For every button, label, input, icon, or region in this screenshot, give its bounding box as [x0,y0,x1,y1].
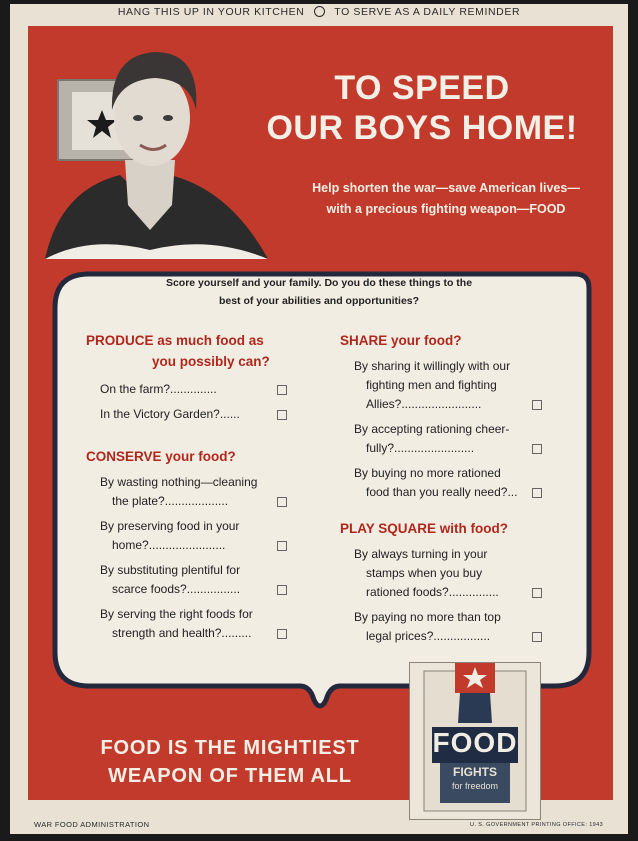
conserve-item-3-line-1: By substituting plentiful for [100,563,241,577]
share-item-1-line-2: fighting men and fighting [366,378,497,392]
share-heading [340,330,550,351]
play-square-item-1-line-2: stamps when you buy [366,566,483,580]
subheadline [296,178,596,220]
share-heading-rest: your food? [387,333,462,348]
checklist-item [340,608,550,646]
bottom-slogan-line-2: WEAPON OF THEM ALL [108,765,352,787]
footer-left: WAR FOOD ADMINISTRATION [34,820,150,829]
produce-item-2-text: In the Victory Garden?...... [100,407,240,421]
checkbox[interactable] [532,444,542,454]
card-freedom-text: for freedom [451,781,499,791]
produce-heading-rest: as much food as [153,333,264,348]
produce-heading-line-2: you possibly can? [152,354,270,369]
checkbox[interactable] [532,400,542,410]
produce-heading-bold: PRODUCE [86,333,154,348]
conserve-item-4-line-2: strength and health?......... [112,626,252,640]
checkbox[interactable] [277,541,287,551]
conserve-item-2-line-2: home?....................... [112,538,226,552]
top-notice-left: HANG THIS UP IN YOUR KITCHEN [117,6,305,18]
checkbox[interactable] [277,410,287,420]
checklist-item [86,405,296,424]
headline [236,68,608,148]
conserve-heading-bold: CONSERVE [86,449,162,464]
checkbox[interactable] [277,629,287,639]
produce-item-1-text: On the farm?.............. [100,382,217,396]
play-square-item-2-line-1: By paying no more than top [354,610,501,624]
play-square-heading-rest: with food? [436,521,509,536]
top-notice-right: TO SERVE AS A DAILY REMINDER [334,6,521,18]
share-item-2-line-1: By accepting rationing cheer- [354,422,510,436]
subheadline-line-1: Help shorten the war—save American lives— [312,181,580,195]
play-square-item-1-line-1: By always turning in your [354,547,488,561]
intro-line-2: best of your abilities and opportunities? [218,295,420,307]
checkbox[interactable] [532,588,542,598]
play-square-heading-bold: PLAY SQUARE [340,521,437,536]
conserve-item-1-line-2: the plate?................... [112,494,229,508]
headline-line-1: TO SPEED [334,69,510,107]
intro-line-1: Score yourself and your family. Do you do these things to the [165,277,473,289]
conserve-heading-rest: your food? [161,449,236,464]
checklist-item [340,545,550,602]
checklist-item [86,473,296,511]
conserve-item-1-line-1: By wasting nothing—cleaning [100,475,258,489]
play-square-heading [340,518,550,539]
checklist-item [86,517,296,555]
conserve-item-4-line-1: By serving the right foods for [100,607,253,621]
conserve-item-2-line-1: By preserving food in your [100,519,240,533]
checkbox[interactable] [277,497,287,507]
subheadline-line-2: with a precious fighting weapon—FOOD [326,202,566,216]
checklist-item [86,380,296,399]
card-food-word: FOOD [432,727,518,758]
left-column [86,330,296,643]
intro-text [110,274,528,310]
conserve-heading [86,446,296,467]
checklist-item [340,357,550,414]
share-item-1-line-1: By sharing it willingly with our [354,359,511,373]
play-square-item-1-line-3: rationed foods?............... [366,585,499,599]
checklist-item [340,420,550,458]
checklist-item [86,605,296,643]
right-column [340,330,550,646]
share-item-3-line-1: By buying no more rationed [354,466,501,480]
checkbox[interactable] [277,385,287,395]
food-fights-card [409,662,541,820]
conserve-item-3-line-2: scarce foods?................ [112,582,241,596]
share-item-3-line-2: food than you really need?... [366,485,518,499]
checkbox[interactable] [532,632,542,642]
bottom-slogan [48,734,412,790]
headline-line-2: OUR BOYS HOME! [266,109,578,147]
footer-right: U. S. GOVERNMENT PRINTING OFFICE: 1943 [470,822,604,828]
checkbox[interactable] [532,488,542,498]
bottom-slogan-line-1: FOOD IS THE MIGHTIEST [100,737,360,759]
produce-heading [86,330,296,372]
checkbox[interactable] [277,585,287,595]
share-item-1-line-3: Allies?........................ [366,397,482,411]
checklist-item [86,561,296,599]
play-square-item-2-line-2: legal prices?................. [366,629,491,643]
share-item-2-line-2: fully?........................ [366,441,475,455]
share-heading-bold: SHARE [340,333,388,348]
checklist-item [340,464,550,502]
card-fights-word: FIGHTS [453,765,497,779]
